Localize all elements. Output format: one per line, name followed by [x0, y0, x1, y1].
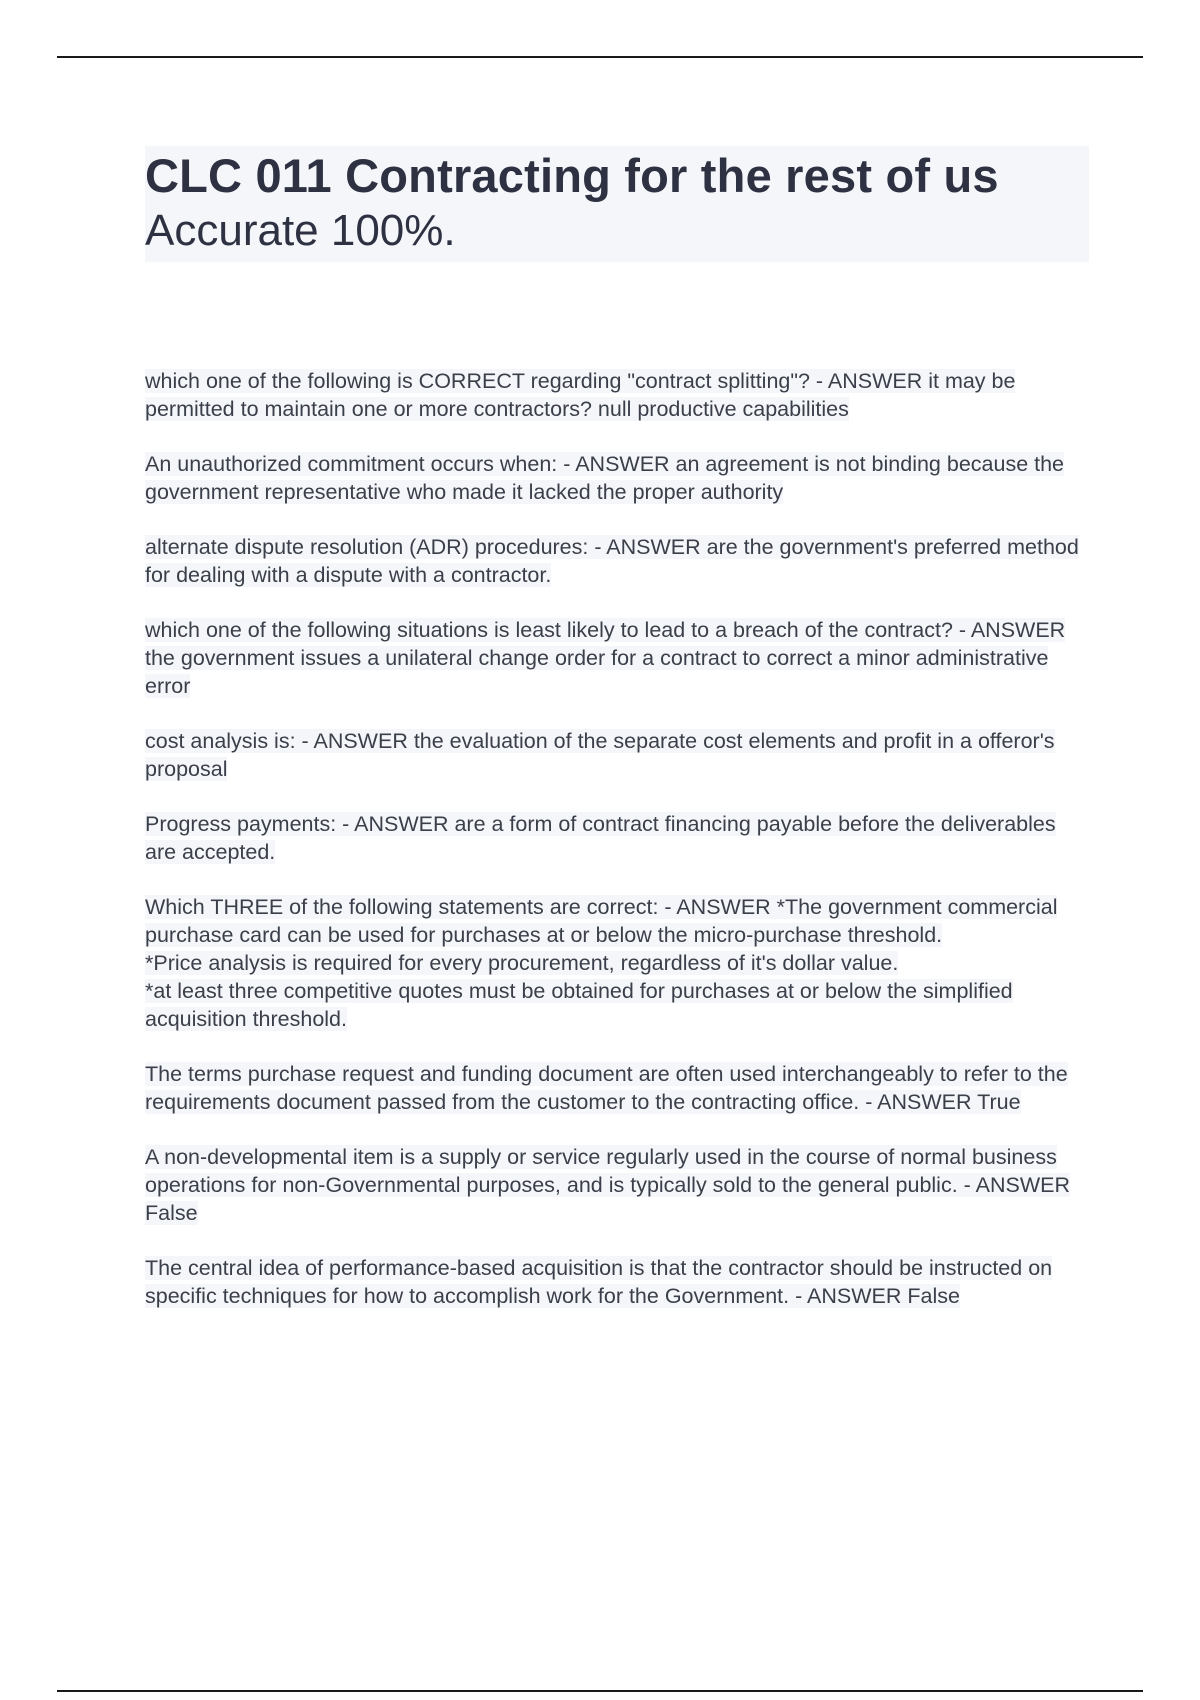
bottom-rule — [57, 1690, 1143, 1692]
qa-item — [145, 533, 1090, 589]
title-block — [145, 146, 1089, 262]
qa-text: An unauthorized commitment occurs when: - ANSWER an agreement is not binding because the government representative who made it lacked the proper authority — [145, 452, 1065, 504]
document-subtitle: Accurate 100%. — [145, 206, 456, 255]
qa-item — [145, 616, 1090, 700]
qa-item — [145, 1060, 1090, 1116]
qa-item — [145, 1143, 1090, 1227]
qa-text: cost analysis is: - ANSWER the evaluation of the separate cost elements and profit in a offeror's proposal — [145, 729, 1055, 781]
document-title: CLC 011 Contracting for the rest of us — [145, 149, 999, 202]
qa-text: which one of the following is CORRECT regarding "contract splitting"? - ANSWER it may be permitted to maintain one or more contractors? null productive capabilities — [145, 369, 1016, 421]
top-rule — [57, 56, 1143, 58]
qa-item — [145, 367, 1090, 423]
qa-text: A non-developmental item is a supply or service regularly used in the course of normal business operations for non-Governmental purposes, and is typically sold to the general public. - ANSWER False — [145, 1145, 1070, 1225]
qa-text: The central idea of performance-based acquisition is that the contractor should be instructed on specific techniques for how to accomplish work for the Government. - ANSWER False — [145, 1256, 1053, 1308]
qa-text: alternate dispute resolution (ADR) procedures: - ANSWER are the government's preferred method for dealing with a dispute with a contractor. — [145, 535, 1079, 587]
qa-text: which one of the following situations is least likely to lead to a breach of the contract? - ANSWER the government issues a unilateral change order for a contract to correct a minor administrative error — [145, 618, 1066, 698]
qa-text: The terms purchase request and funding document are often used interchangeably to refer to the requirements document passed from the customer to the contracting office. - ANSWER True — [145, 1062, 1068, 1114]
qa-text: Which THREE of the following statements are correct: - ANSWER *The government commercial purchase card can be used for purchases at or below the micro-purchase threshold. *Price analysis is required for every procurement, regardless of it's dollar value. *at least three competitive quotes must be obtained for purchases at or below the simplified acquisition threshold. — [145, 895, 1058, 1031]
qa-item — [145, 450, 1090, 506]
qa-text: Progress payments: - ANSWER are a form of contract financing payable before the deliverables are accepted. — [145, 812, 1056, 864]
qa-list — [145, 367, 1090, 1337]
qa-item — [145, 1254, 1090, 1310]
qa-item — [145, 893, 1090, 1033]
qa-item — [145, 810, 1090, 866]
qa-item — [145, 727, 1090, 783]
